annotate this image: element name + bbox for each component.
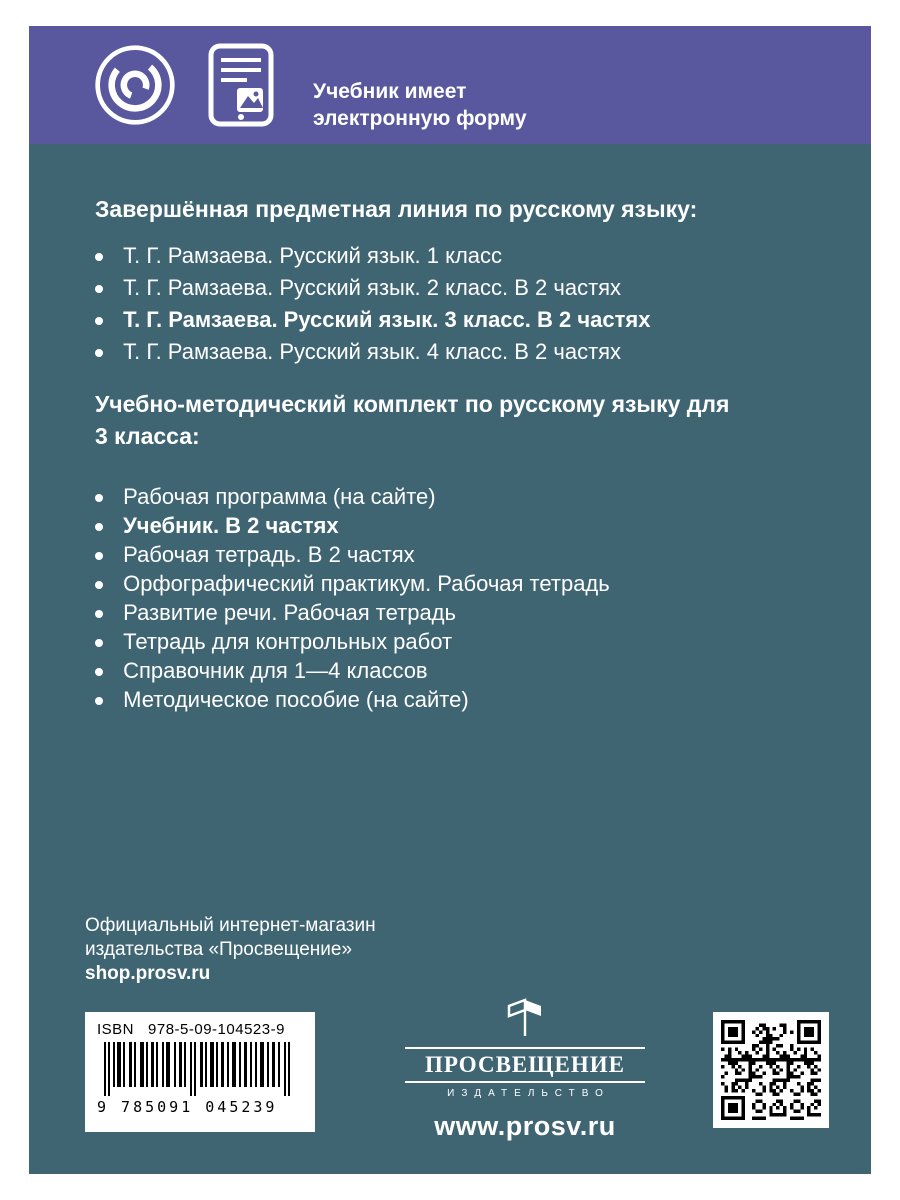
kit-item <box>95 482 610 511</box>
series-list <box>95 240 650 368</box>
kit-heading: Учебно-методический комплект по русскому языку для 3 класса: <box>95 391 730 449</box>
ebook-note-line2: электронную форму <box>313 107 527 130</box>
bullet-icon <box>95 285 103 293</box>
bullet-icon <box>95 317 103 325</box>
bullet-icon <box>95 552 103 560</box>
qr-code <box>713 1012 829 1128</box>
kit-list <box>95 482 610 714</box>
kit-item <box>95 540 610 569</box>
series-item-label: Т. Г. Рамзаева. Русский язык. 4 класс. В 2 частях <box>123 339 622 364</box>
kit-item <box>95 685 610 714</box>
isbn-label: ISBN <box>97 1021 135 1038</box>
shop-url: shop.prosv.ru <box>85 963 211 984</box>
top-banner <box>29 26 871 144</box>
kit-item <box>95 569 610 598</box>
ebook-tablet-icon <box>207 42 275 133</box>
book-back-cover <box>29 26 871 1174</box>
kit-item-label: Учебник. В 2 частях <box>123 513 339 538</box>
bullet-icon <box>95 639 103 647</box>
barcode-digits: 9 785091 045239 <box>97 1098 278 1116</box>
bullet-icon <box>95 253 103 261</box>
shop-note <box>85 914 376 986</box>
kit-item-label: Методическое пособие (на сайте) <box>123 687 469 712</box>
ean13-barcode <box>103 1042 315 1101</box>
ebook-note <box>313 78 527 132</box>
series-heading: Завершённая предметная линия по русскому языку: <box>95 196 698 222</box>
publisher-subtitle: ИЗДАТЕЛЬСТВО <box>447 1088 610 1099</box>
isbn-line <box>85 1012 315 1038</box>
bullet-icon <box>95 668 103 676</box>
isbn-barcode-block <box>85 1012 315 1132</box>
kit-item-label: Тетрадь для контрольных работ <box>123 629 453 654</box>
kit-item <box>95 598 610 627</box>
publisher-name: ПРОСВЕЩЕНИЕ <box>405 1047 645 1083</box>
kit-item-label: Орфографический практикум. Рабочая тетрадь <box>123 571 610 596</box>
series-item-label: Т. Г. Рамзаева. Русский язык. 3 класс. В 2 частях <box>123 307 651 332</box>
bullet-icon <box>95 697 103 705</box>
bullet-icon <box>95 349 103 357</box>
bullet-icon <box>95 581 103 589</box>
bullet-icon <box>95 494 103 502</box>
publisher-block <box>405 996 645 1142</box>
prosveshchenie-logo-icon <box>405 996 645 1043</box>
publisher-url: www.prosv.ru <box>434 1111 616 1141</box>
kit-item-current <box>95 511 610 540</box>
kit-item-label: Справочник для 1—4 классов <box>123 658 428 683</box>
isbn-number: 978-5-09-104523-9 <box>148 1021 285 1038</box>
kit-item <box>95 656 610 685</box>
series-item <box>95 272 650 304</box>
ebook-note-line1: Учебник имеет <box>313 80 467 103</box>
shop-note-line2: издательства «Просвещение» <box>85 939 353 960</box>
series-item <box>95 336 650 368</box>
certificate-emblem-icon <box>93 43 177 132</box>
series-item-current <box>95 304 650 336</box>
shop-note-line1: Официальный интернет-магазин <box>85 915 376 936</box>
kit-item-label: Рабочая тетрадь. В 2 частях <box>123 542 415 567</box>
bullet-icon <box>95 523 103 531</box>
kit-item-label: Развитие речи. Рабочая тетрадь <box>123 600 456 625</box>
series-item-label: Т. Г. Рамзаева. Русский язык. 1 класс <box>123 243 503 268</box>
series-item-label: Т. Г. Рамзаева. Русский язык. 2 класс. В 2 частях <box>123 275 622 300</box>
bullet-icon <box>95 610 103 618</box>
series-item <box>95 240 650 272</box>
kit-item-label: Рабочая программа (на сайте) <box>123 484 436 509</box>
kit-item <box>95 627 610 656</box>
